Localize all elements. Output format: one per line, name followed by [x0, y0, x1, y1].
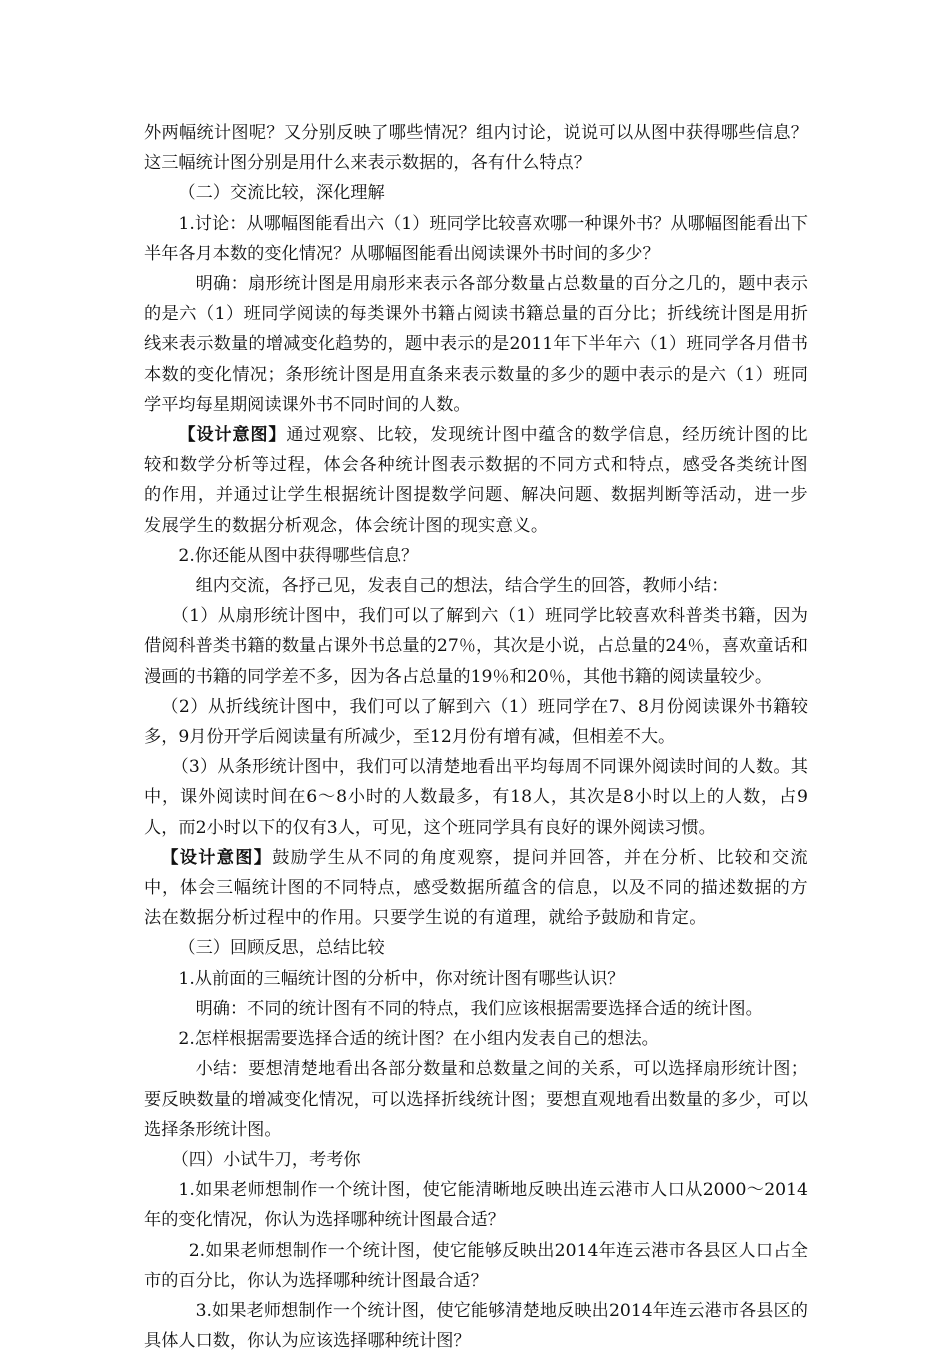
exercise-3: 3.如果老师想制作一个统计图，使它能够清楚地反映出2014年连云港市各县区的具体人口数，你认为应该选择哪种统计图？ [144, 1300, 808, 1352]
paragraph-clarify-2: 明确：不同的统计图有不同的特点，我们应该根据需要选择合适的统计图。 [195, 998, 763, 1019]
paragraph-intro-continued: 外两幅统计图呢？又分别反映了哪些情况？组内讨论，说说可以从图中获得哪些信息？这三幅统计图分别是用什么来表示数据的，各有什么特点？ [144, 123, 808, 174]
paragraph-clarify: 明确：扇形统计图是用扇形来表示各部分数量占总数量的百分之几的，题中表示的是六（1）班同学阅读的每类课外书籍占阅读书籍总量的百分比；折线统计图是用折线来表示数量的增减变化趋势的，题中表示的是2011年下半年六（1）班同学各月借书本数的变化情况；条形统计图是用直条来表示数量的多少的题中表示的是六（1）班同学平均每星期阅读课外书不同时间的人数。 [144, 274, 808, 415]
summary-pie-chart: （1）从扇形统计图中，我们可以了解到六（1）班同学比较喜欢科普类书籍，因为借阅科普类书籍的数量占课外书总量的27％，其次是小说，占总量的24％，喜欢童话和漫画的书籍的同学差不多，因为各占总量的19％和20％，其他书籍的阅读量较少。 [144, 606, 808, 687]
section-heading-4: （四）小试牛刀，考考你 [171, 1149, 361, 1170]
section-heading-3: （三）回顾反思，总结比较 [178, 938, 385, 959]
exercise-1: 1.如果老师想制作一个统计图，使它能清晰地反映出连云港市人口从2000～2014年的变化情况，你认为选择哪种统计图最合适？ [144, 1180, 808, 1231]
document-body [144, 118, 808, 1356]
paragraph-summary: 小结：要想清楚地看出各部分数量和总数量之间的关系，可以选择扇形统计图；要反映数量的增减变化情况，可以选择折线统计图；要想直观地看出数量的多少，可以选择条形统计图。 [144, 1059, 808, 1140]
summary-line-chart: （2）从折线统计图中，我们可以了解到六（1）班同学在7、8月份阅读课外书籍较多，9月份开学后阅读量有所减少，至12月份有增有减，但相差不大。 [144, 696, 808, 748]
section-heading-2: （二）交流比较，深化理解 [178, 183, 385, 204]
exercise-2: 2.如果老师想制作一个统计图，使它能够反映出2014年连云港市各县区人口占全市的百分比，你认为选择哪种统计图最合适？ [144, 1240, 808, 1291]
question-more-info: 2.你还能从图中获得哪些信息？ [178, 545, 419, 566]
question-recognition: 1.从前面的三幅统计图的分析中，你对统计图有哪些认识？ [178, 968, 625, 989]
question-discuss: 1.讨论：从哪幅图能看出六（1）班同学比较喜欢哪一种课外书？从哪幅图能看出下半年各月本数的变化情况？从哪幅图能看出阅读课外书时间的多少？ [144, 213, 808, 264]
summary-bar-chart: （3）从条形统计图中，我们可以清楚地看出平均每周不同课外阅读时间的人数。其中，课外阅读时间在6～8小时的人数最多，有18人，其次是8小时以上的人数，占9人，而2小时以下的仅有3人，可见，这个班同学具有良好的课外阅读习惯。 [144, 757, 808, 838]
design-intent-text: 通过观察、比较，发现统计图中蕴含的数学信息，经历统计图的比较和数学分析等过程，体会各种统计图表示数据的不同方式和特点，感受各类统计图的作用，并通过让学生根据统计图提数学问题、解决问题、数据判断等活动，进一步发展学生的数据分析观念，体会统计图的现实意义。 [144, 425, 809, 536]
design-intent-paragraph-2 [144, 843, 808, 934]
design-intent-tag: 【设计意图】 [161, 847, 273, 868]
design-intent-tag: 【设计意图】 [178, 425, 287, 446]
design-intent-paragraph-1 [144, 420, 808, 541]
design-intent-text: 鼓励学生从不同的角度观察，提问并回答，并在分析、比较和交流中，体会三幅统计图的不同特点，感受数据所蕴含的信息，以及不同的描述数据的方法在数据分析过程中的作用。只要学生说的有道理，就给予鼓励和肯定。 [144, 847, 808, 929]
question-how-to-choose: 2.怎样根据需要选择合适的统计图？在小组内发表自己的想法。 [178, 1029, 659, 1050]
paragraph-group-exchange: 组内交流，各抒己见，发表自己的想法，结合学生的回答，教师小结： [195, 576, 729, 597]
